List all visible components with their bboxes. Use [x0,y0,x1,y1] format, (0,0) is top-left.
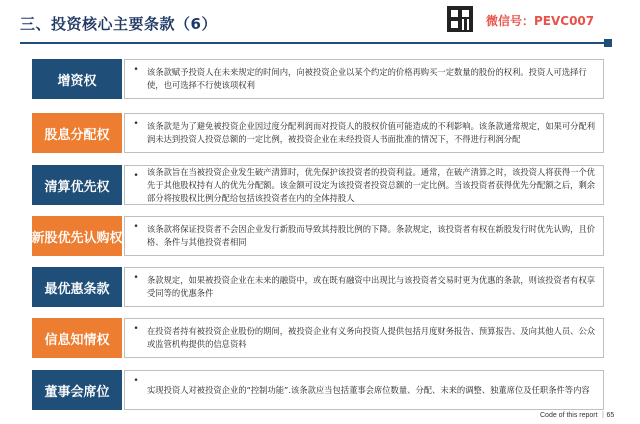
clause-label: 信息知情权 [32,318,122,358]
qr-code-icon [447,6,473,32]
clause-row [32,370,604,410]
clause-description-box [124,318,604,358]
clause-row [32,165,604,205]
clause-description-box [124,165,604,205]
bullet-icon: • [133,376,139,386]
clause-label: 新股优先认购权 [32,216,122,256]
clause-description-box [124,216,604,256]
clause-description: 该条款赋予投资人在未来规定的时间内，向被投资企业以某个约定的价格再购买一定数量的股份的权利。投资人可选择行使，也可选择不行使该项权利 [147,67,587,90]
header-divider-cap [604,39,612,47]
clause-label: 股息分配权 [32,113,122,153]
clause-description-box [124,370,604,410]
bullet-icon: • [133,324,139,334]
clause-description: 实现投资人对被投资企业的“控制功能”.该条款应当包括董事会席位数量、分配、未来的调整、独董席位及任职条件等内容 [147,384,590,395]
clause-description-box [124,59,604,99]
clause-label: 增资权 [32,59,122,99]
clause-row [32,59,604,99]
header-divider [20,42,608,44]
bullet-icon: • [133,119,139,129]
clause-description: 该条款是为了避免被投资企业因过度分配利润而对投资人的股权价值可能造成的不利影响。该条款通常规定，如果可分配利润未达到投资人投资总额的一定比例，被投资企业在未经投资人书面批准的情况下，不得进行利润分配 [147,121,596,144]
wechat-id: 微信号：PEVC007 [486,14,595,28]
bullet-icon: • [133,273,139,283]
bullet-icon: • [133,222,139,232]
bullet-icon: • [133,65,139,75]
page-title: 三、投资核心主要条款（6） [20,15,217,33]
clause-description-box [124,267,604,307]
clause-row [32,113,604,153]
clause-row [32,267,604,307]
clause-row [32,318,604,358]
clause-label: 清算优先权 [32,165,122,205]
clause-description: 该条款旨在当被投资企业发生破产清算时，优先保护该投资者的投资利益。通常，在破产清算之时，该投资人将获得一个优先于其他股权持有人的优先分配额。该金额可设定为该投资者投资总额的一定比例。当该投资者获得优先分配额之后，剩余部分将按股权比例分配给包括该投资者在内的全体持股人 [147,166,596,203]
clause-description: 条款规定，如果被投资企业在未来的融资中，或在既有融资中出现比与该投资者交易时更为优惠的条款，则该投资者有权享受同等的优惠条件 [147,275,596,298]
clause-description-box [124,113,604,153]
bullet-icon: • [133,171,139,181]
clause-label: 董事会席位 [32,370,122,410]
clause-description: 在投资者持有被投资企业股份的期间，被投资企业有义务向投资人提供包括月度财务报告、预算报告、及向其他人员、公众或监管机构提供的信息资料 [147,326,596,349]
clause-description: 该条款将保证投资者不会因企业发行新股而导致其持股比例的下降。条款规定，该投资者有权在新股发行时优先认购，且价格、条件与其他投资者相同 [147,224,596,247]
footer-text: Code of this report ｜65 [540,412,615,419]
clause-label: 最优惠条款 [32,267,122,307]
clause-row [32,216,604,256]
